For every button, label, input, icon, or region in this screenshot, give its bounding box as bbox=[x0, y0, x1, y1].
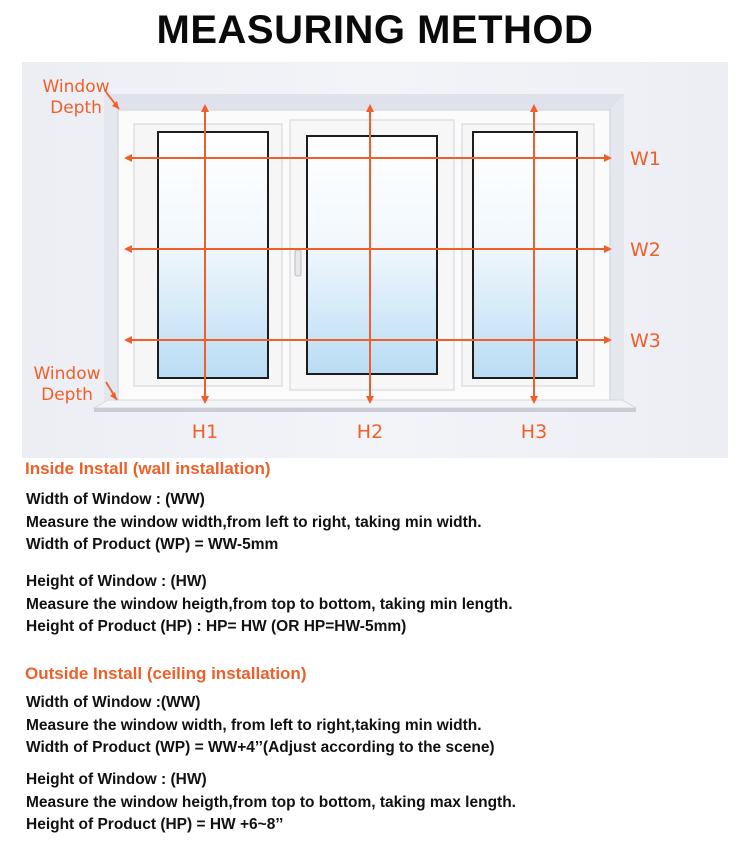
w2-label: W2 bbox=[630, 239, 661, 261]
outside-width-title: Width of Window :(WW) bbox=[26, 694, 201, 711]
window-measurement-diagram bbox=[22, 62, 728, 458]
left-pane-glass bbox=[158, 132, 268, 378]
inside-width-block bbox=[26, 489, 482, 557]
inside-install-heading: Inside Install (wall installation) bbox=[25, 459, 271, 478]
outside-height-title: Height of Window : (HW) bbox=[26, 771, 207, 788]
page-title: MEASURING METHOD bbox=[156, 8, 594, 52]
outside-height-formula: Height of Product (HP) = HW +6~8’’ bbox=[26, 816, 284, 833]
middle-pane-glass bbox=[307, 136, 437, 374]
inside-height-title: Height of Window : (HW) bbox=[26, 573, 207, 590]
right-pane-glass bbox=[473, 132, 577, 378]
inside-height-formula: Height of Product (HP) : HP= HW (OR HP=HW-5mm) bbox=[26, 618, 407, 635]
depth-bottom-label-1: Window bbox=[33, 364, 101, 384]
outside-width-block bbox=[26, 692, 495, 760]
inside-height-block bbox=[26, 571, 513, 639]
window-handle bbox=[295, 250, 301, 276]
inside-width-formula: Width of Product (WP) = WW-5mm bbox=[26, 536, 279, 553]
w3-label: W3 bbox=[630, 330, 661, 352]
h3-label: H3 bbox=[520, 421, 548, 443]
depth-bottom-label-2: Depth bbox=[41, 385, 93, 405]
w1-label: W1 bbox=[630, 148, 661, 170]
window-recess bbox=[104, 94, 624, 110]
window-sill bbox=[94, 400, 636, 408]
outside-width-formula: Width of Product (WP) = WW+4’’(Adjust according to the scene) bbox=[26, 739, 495, 756]
outside-height-block bbox=[26, 769, 516, 837]
inside-width-instruction: Measure the window width,from left to right, taking min width. bbox=[26, 513, 482, 531]
inside-width-title: Width of Window : (WW) bbox=[26, 491, 205, 508]
h1-label: H1 bbox=[191, 421, 219, 443]
outside-height-instruction: Measure the window heigth,from top to bottom, taking max length. bbox=[26, 793, 516, 811]
depth-top-label-1: Window bbox=[42, 77, 110, 97]
depth-top-label-2: Depth bbox=[50, 98, 102, 118]
inside-height-instruction: Measure the window heigth,from top to bottom, taking min length. bbox=[26, 595, 513, 613]
outside-install-heading: Outside Install (ceiling installation) bbox=[25, 664, 307, 683]
h2-label: H2 bbox=[356, 421, 384, 443]
outside-width-instruction: Measure the window width, from left to right,taking min width. bbox=[26, 716, 482, 734]
